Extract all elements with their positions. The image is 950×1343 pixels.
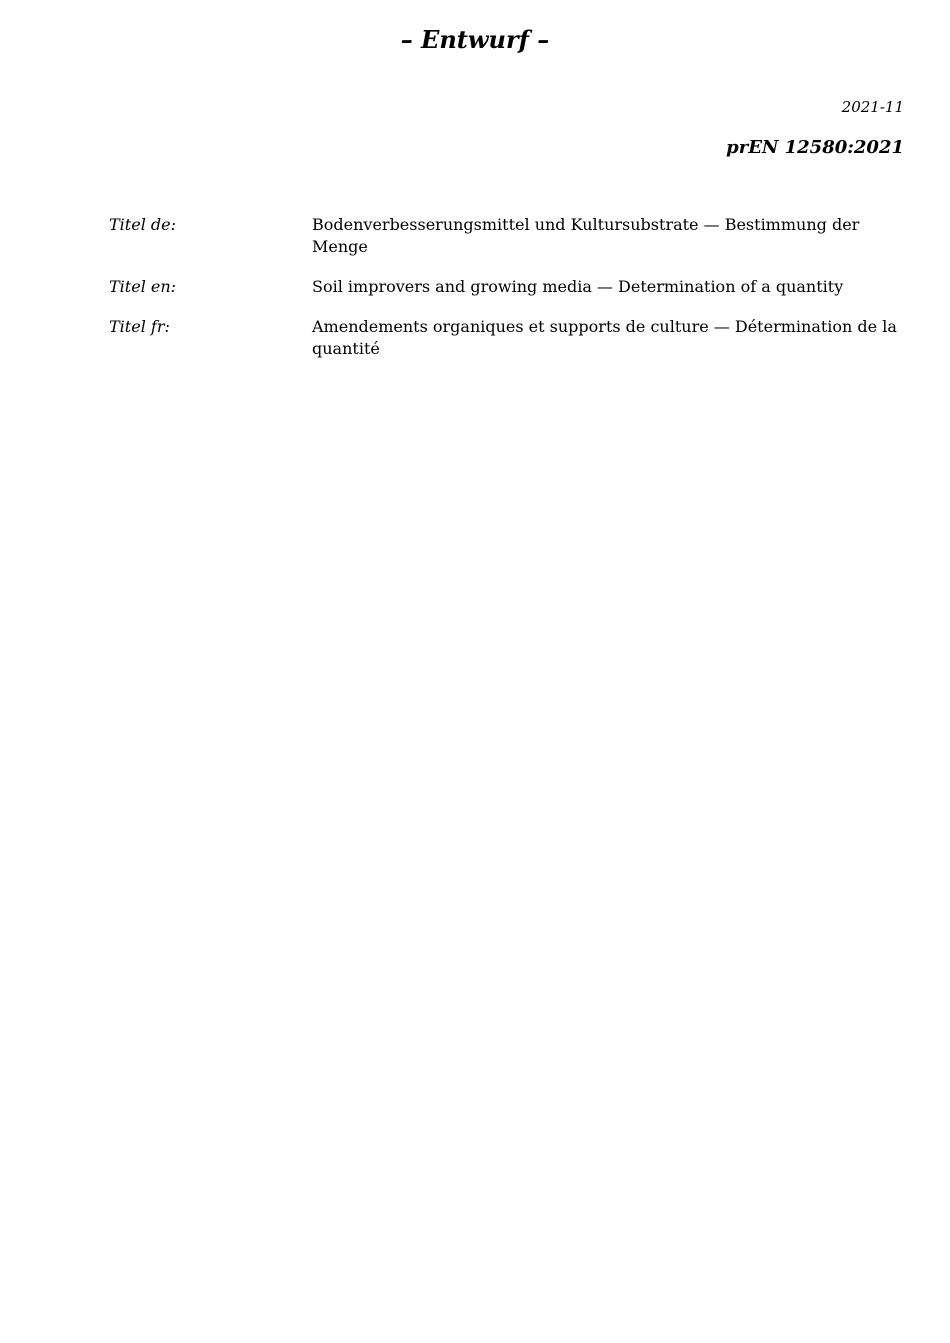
document-date: 2021-11 — [841, 98, 904, 116]
title-row-de — [109, 214, 904, 258]
document-number: prEN 12580:2021 — [726, 137, 904, 158]
title-text-fr: Amendements organiques et supports de culture — Détermination de la quantité — [312, 317, 897, 358]
title-text-de: Bodenverbesserungsmittel und Kultursubstrate — Bestimmung der Menge — [312, 215, 860, 256]
title-row-fr — [109, 316, 904, 360]
title-text-en: Soil improvers and growing media — Determination of a quantity — [312, 277, 844, 296]
titles-block — [109, 214, 904, 378]
title-label-fr: Titel fr: — [109, 317, 170, 336]
title-row-en — [109, 276, 904, 298]
title-label-de: Titel de: — [109, 215, 176, 234]
draft-heading: – Entwurf – — [400, 25, 550, 54]
title-label-en: Titel en: — [109, 277, 177, 296]
